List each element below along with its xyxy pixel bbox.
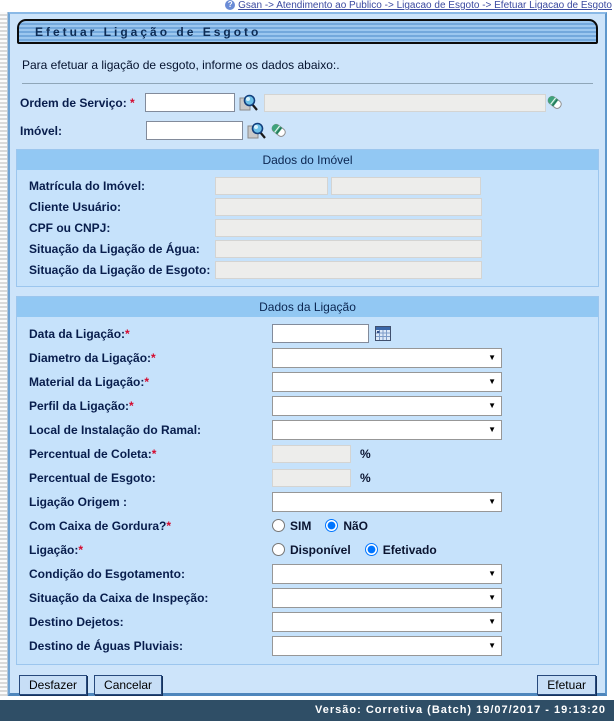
radio-caixa-gordura-sim[interactable] — [272, 519, 311, 533]
ligacao-origem-label: Ligação Origem : — [29, 494, 128, 509]
situacao-esgoto-label: Situação da Ligação de Esgoto: — [29, 262, 211, 277]
ordem-servico-input[interactable] — [145, 93, 235, 112]
ordem-servico-label-text: Ordem de Serviço: — [20, 95, 131, 110]
caixa-gordura-label — [29, 519, 272, 533]
intro-text: Para efetuar a ligação de esgoto, informe os dados abaixo:. — [22, 58, 340, 72]
required-marker: * — [130, 95, 135, 110]
chevron-down-icon: ▼ — [488, 592, 496, 602]
destino-dejetos-select[interactable] — [272, 612, 502, 632]
chevron-down-icon: ▼ — [488, 496, 496, 506]
ligacao-origem-row — [29, 491, 590, 512]
required-marker: * — [166, 518, 172, 533]
data-ligacao-row — [29, 323, 590, 344]
version-footer — [0, 700, 614, 721]
radio-input-efetivado[interactable] — [365, 543, 378, 556]
imovel-input[interactable] — [146, 121, 243, 140]
cpf-cnpj-label: CPF ou CNPJ: — [29, 220, 111, 235]
ordem-servico-description-field — [264, 94, 546, 112]
material-label-text: Material da Ligação: — [29, 374, 145, 389]
page-title — [17, 19, 598, 44]
imovel-row — [20, 121, 595, 140]
destino-dejetos-select-wrap — [272, 612, 502, 632]
ligacao-origem-select[interactable] — [272, 492, 502, 512]
chevron-down-icon: ▼ — [488, 568, 496, 578]
ligacao-row — [29, 539, 590, 560]
situacao-caixa-inspecao-label: Situação da Caixa de Inspeção: — [29, 590, 209, 605]
perfil-select[interactable] — [272, 396, 502, 416]
chevron-down-icon: ▼ — [488, 424, 496, 434]
perfil-label — [29, 399, 272, 413]
version-text: Versão: Corretiva (Batch) 19/07/2017 - 19:13:20 — [315, 704, 606, 716]
required-marker: * — [78, 542, 84, 557]
breadcrumb[interactable] — [0, 0, 612, 12]
cliente-usuario-label: Cliente Usuário: — [29, 199, 122, 214]
situacao-esgoto-row — [29, 260, 590, 279]
condicao-esgotamento-row — [29, 563, 590, 584]
destino-aguas-pluviais-label: Destino de Águas Pluviais: — [29, 638, 184, 653]
radio-caixa-gordura-nao[interactable] — [325, 519, 368, 533]
ligacao-label-text: Ligação: — [29, 542, 79, 557]
cliente-usuario-row — [29, 197, 590, 216]
situacao-caixa-inspecao-select-wrap — [272, 588, 502, 608]
percent-sign: % — [360, 470, 371, 485]
search-icon[interactable] — [239, 93, 258, 112]
destino-aguas-pluviais-row — [29, 635, 590, 656]
required-marker: * — [144, 374, 150, 389]
material-label — [29, 375, 272, 389]
page-title-text: Efetuar Ligação de Esgoto — [35, 25, 262, 39]
situacao-agua-label: Situação da Ligação de Água: — [29, 241, 200, 256]
diametro-label-text: Diametro da Ligação: — [29, 350, 152, 365]
perfil-row — [29, 395, 590, 416]
calendar-icon[interactable] — [375, 326, 391, 341]
chevron-down-icon: ▼ — [488, 400, 496, 410]
radio-ligacao-efetivado[interactable] — [365, 543, 437, 557]
situacao-agua-row — [29, 239, 590, 258]
perc-esgoto-field — [272, 469, 351, 487]
cancelar-button[interactable]: Cancelar — [94, 675, 162, 695]
diametro-select[interactable] — [272, 348, 502, 368]
matricula-row — [29, 176, 590, 195]
cliente-usuario-field — [215, 198, 482, 216]
ligacao-label — [29, 543, 272, 557]
ordem-servico-row — [20, 93, 595, 112]
perc-coleta-row — [29, 443, 590, 464]
divider — [22, 83, 593, 84]
main-panel — [8, 12, 607, 696]
destino-dejetos-label: Destino Dejetos: — [29, 614, 124, 629]
efetuar-button[interactable]: Efetuar — [537, 675, 596, 695]
search-icon[interactable] — [247, 121, 266, 140]
ordem-servico-label — [20, 96, 145, 110]
required-marker: * — [125, 326, 130, 341]
perfil-select-wrap — [272, 396, 502, 416]
destino-aguas-pluviais-select[interactable] — [272, 636, 502, 656]
required-marker: * — [151, 446, 157, 461]
chevron-down-icon: ▼ — [488, 352, 496, 362]
eraser-icon[interactable] — [546, 93, 565, 112]
required-marker: * — [129, 398, 134, 413]
material-select[interactable] — [272, 372, 502, 392]
radio-label-disponivel: Disponível — [290, 542, 351, 557]
material-select-wrap — [272, 372, 502, 392]
section-title: Dados do Imóvel — [17, 150, 598, 170]
local-ramal-select[interactable] — [272, 420, 502, 440]
help-icon[interactable]: ? — [225, 0, 235, 10]
data-ligacao-label-text: Data da Ligação: — [29, 326, 126, 341]
radio-label-efetivado: Efetivado — [382, 542, 437, 557]
material-row — [29, 371, 590, 392]
matricula-value-field — [215, 177, 328, 195]
data-ligacao-input[interactable] — [272, 324, 369, 343]
perc-coleta-label — [29, 447, 272, 461]
breadcrumb-text[interactable]: Gsan -> Atendimento ao Publico -> Ligacao de Esgoto -> Efetuar Ligacao de Esgoto — [238, 0, 612, 11]
diametro-label — [29, 351, 272, 365]
required-marker: * — [151, 350, 156, 365]
condicao-esgotamento-label: Condição do Esgotamento: — [29, 566, 185, 581]
section-body — [17, 170, 598, 286]
caixa-gordura-row — [29, 515, 590, 536]
chevron-down-icon: ▼ — [488, 640, 496, 650]
condicao-esgotamento-select[interactable] — [272, 564, 502, 584]
perc-esgoto-label: Percentual de Esgoto: — [29, 470, 156, 485]
local-ramal-row — [29, 419, 590, 440]
radio-label-sim: SIM — [290, 518, 312, 533]
situacao-caixa-inspecao-row — [29, 587, 590, 608]
radio-input-disponivel[interactable] — [272, 543, 285, 556]
radio-input-sim[interactable] — [272, 519, 285, 532]
perfil-label-text: Perfil da Ligação: — [29, 398, 130, 413]
destino-dejetos-row — [29, 611, 590, 632]
diametro-select-wrap — [272, 348, 502, 368]
section-dados-imovel — [16, 149, 599, 287]
situacao-caixa-inspecao-select[interactable] — [272, 588, 502, 608]
matricula-extra-field — [331, 177, 481, 195]
percent-sign: % — [360, 446, 371, 461]
desfazer-button[interactable]: Desfazer — [19, 675, 87, 695]
local-ramal-select-wrap — [272, 420, 502, 440]
chevron-down-icon: ▼ — [488, 616, 496, 626]
chevron-down-icon: ▼ — [488, 376, 496, 386]
radio-label-nao: NãO — [343, 518, 369, 533]
section-title: Dados da Ligação — [17, 297, 598, 317]
situacao-agua-field — [215, 240, 482, 258]
radio-input-nao[interactable] — [325, 519, 338, 532]
data-ligacao-label — [29, 327, 272, 341]
destino-aguas-pluviais-select-wrap — [272, 636, 502, 656]
perc-esgoto-row — [29, 467, 590, 488]
perc-coleta-label-text: Percentual de Coleta: — [29, 446, 152, 461]
local-ramal-label: Local de Instalação do Ramal: — [29, 422, 202, 437]
actions-bar — [19, 675, 596, 695]
left-edge-decoration — [0, 12, 8, 696]
ligacao-origem-select-wrap — [272, 492, 502, 512]
cpf-cnpj-row — [29, 218, 590, 237]
matricula-label: Matrícula do Imóvel: — [29, 178, 146, 193]
caixa-gordura-label-text: Com Caixa de Gordura? — [29, 518, 167, 533]
section-dados-ligacao — [16, 296, 599, 665]
radio-ligacao-disponivel[interactable] — [272, 543, 351, 557]
situacao-esgoto-field — [215, 261, 482, 279]
diametro-row — [29, 347, 590, 368]
perc-coleta-field — [272, 445, 351, 463]
section-body — [17, 317, 598, 664]
imovel-label: Imóvel: — [20, 123, 63, 138]
condicao-esgotamento-select-wrap — [272, 564, 502, 584]
eraser-icon[interactable] — [270, 121, 289, 140]
cpf-cnpj-field — [215, 219, 482, 237]
